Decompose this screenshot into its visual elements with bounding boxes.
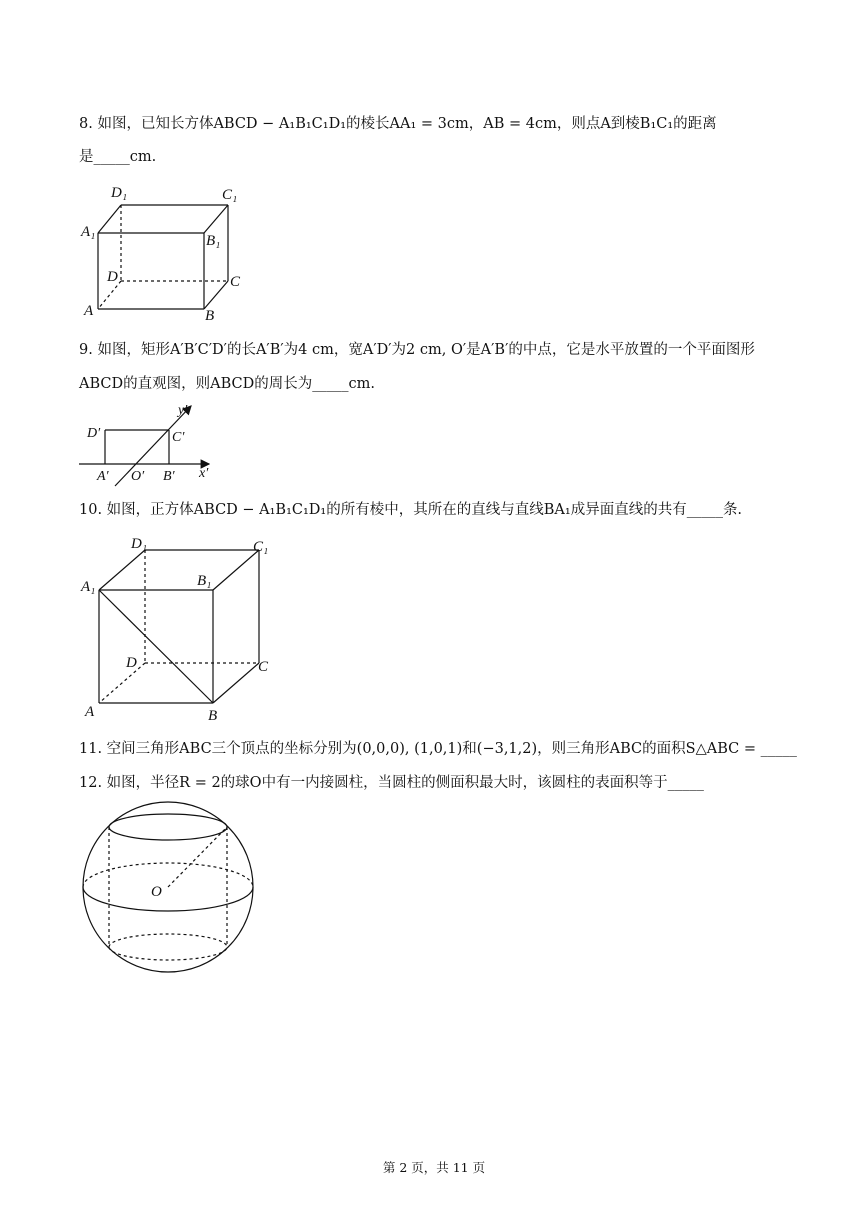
q12-cylinder-top	[109, 814, 227, 840]
q8-label-a1: A₁	[81, 224, 96, 240]
q10-label-a1: A₁	[81, 579, 96, 595]
q8-edge-a1d1	[98, 205, 121, 233]
q8-label-c: C	[230, 274, 241, 290]
q8-label-b: B	[205, 308, 215, 324]
q8-text-line1: 8. 如图，已知长方体ABCD − A₁B₁C₁D₁的棱长AA₁ = 3cm，AB = 4cm，则点A到棱B₁C₁的距离	[79, 116, 717, 132]
q9-label-o: O′	[131, 469, 145, 484]
q9-label-a: A′	[97, 469, 109, 484]
q11-text-line1: 11. 空间三角形ABC三个顶点的坐标分别为(0,0,0), (1,0,1)和(−3,1,2)，则三角形ABC的面积S△ABC = _____	[79, 741, 797, 757]
q8-cuboid-figure	[75, 180, 255, 325]
q8-label-b1: B₁	[206, 233, 221, 249]
q10-label-d1: D₁	[131, 536, 148, 552]
q10-text-line1: 10. 如图，正方体ABCD − A₁B₁C₁D₁的所有棱中，其所在的直线与直线BA₁成异面直线的共有_____条.	[79, 502, 743, 518]
q8-label-d1: D₁	[111, 185, 128, 201]
q10-label-c: C	[258, 659, 269, 675]
q10-edge-a1d1	[99, 550, 145, 590]
q10-label-b: B	[208, 708, 218, 724]
q9-text-line1: 9. 如图，矩形A′B′C′D′的长A′B′为4 cm，宽A′D′为2 cm, O′是A′B′的中点，它是水平放置的一个平面图形	[79, 342, 755, 358]
q9-label-b: B′	[163, 469, 175, 484]
q10-label-c1: C₁	[253, 539, 269, 555]
q10-label-d: D	[126, 655, 137, 671]
q9-y-axis	[115, 406, 191, 486]
q12-cylinder-bottom-back	[109, 934, 227, 947]
q8-edge-ad	[98, 281, 121, 309]
q9-label-d: D′	[87, 426, 101, 441]
q8-label-a: A	[84, 303, 94, 319]
q9-label-y: y′	[178, 403, 188, 418]
q9-text-line2: ABCD的直观图，则ABCD的周长为_____cm.	[79, 376, 375, 392]
q10-edge-ad	[99, 663, 145, 703]
q12-sphere-figure	[75, 800, 275, 980]
q12-radius-line	[168, 827, 227, 887]
q8-edge-c1b1	[204, 205, 228, 233]
q10-edge-bc	[213, 663, 259, 703]
q9-label-c: C′	[172, 430, 185, 445]
q10-edge-c1b1	[213, 550, 259, 590]
q12-cylinder-bottom-front	[109, 947, 227, 960]
page-footer: 第 2 页，共 11 页	[382, 1160, 486, 1175]
q10-diagonal-ba1	[99, 590, 213, 703]
q8-label-c1: C₁	[222, 187, 238, 203]
q10-cube-figure	[75, 530, 285, 725]
q12-label-o: O	[151, 884, 162, 900]
q9-label-x: x′	[199, 466, 209, 481]
q8-label-d: D	[107, 269, 118, 285]
q10-label-a: A	[85, 704, 95, 720]
q8-text-line2: 是_____cm.	[79, 149, 157, 165]
q12-text-line1: 12. 如图，半径R = 2的球O中有一内接圆柱，当圆柱的侧面积最大时，该圆柱的表面积等于_____	[79, 775, 704, 791]
q9-axes-figure	[75, 400, 225, 490]
q8-edge-bc	[204, 281, 228, 309]
q10-label-b1: B₁	[197, 573, 212, 589]
